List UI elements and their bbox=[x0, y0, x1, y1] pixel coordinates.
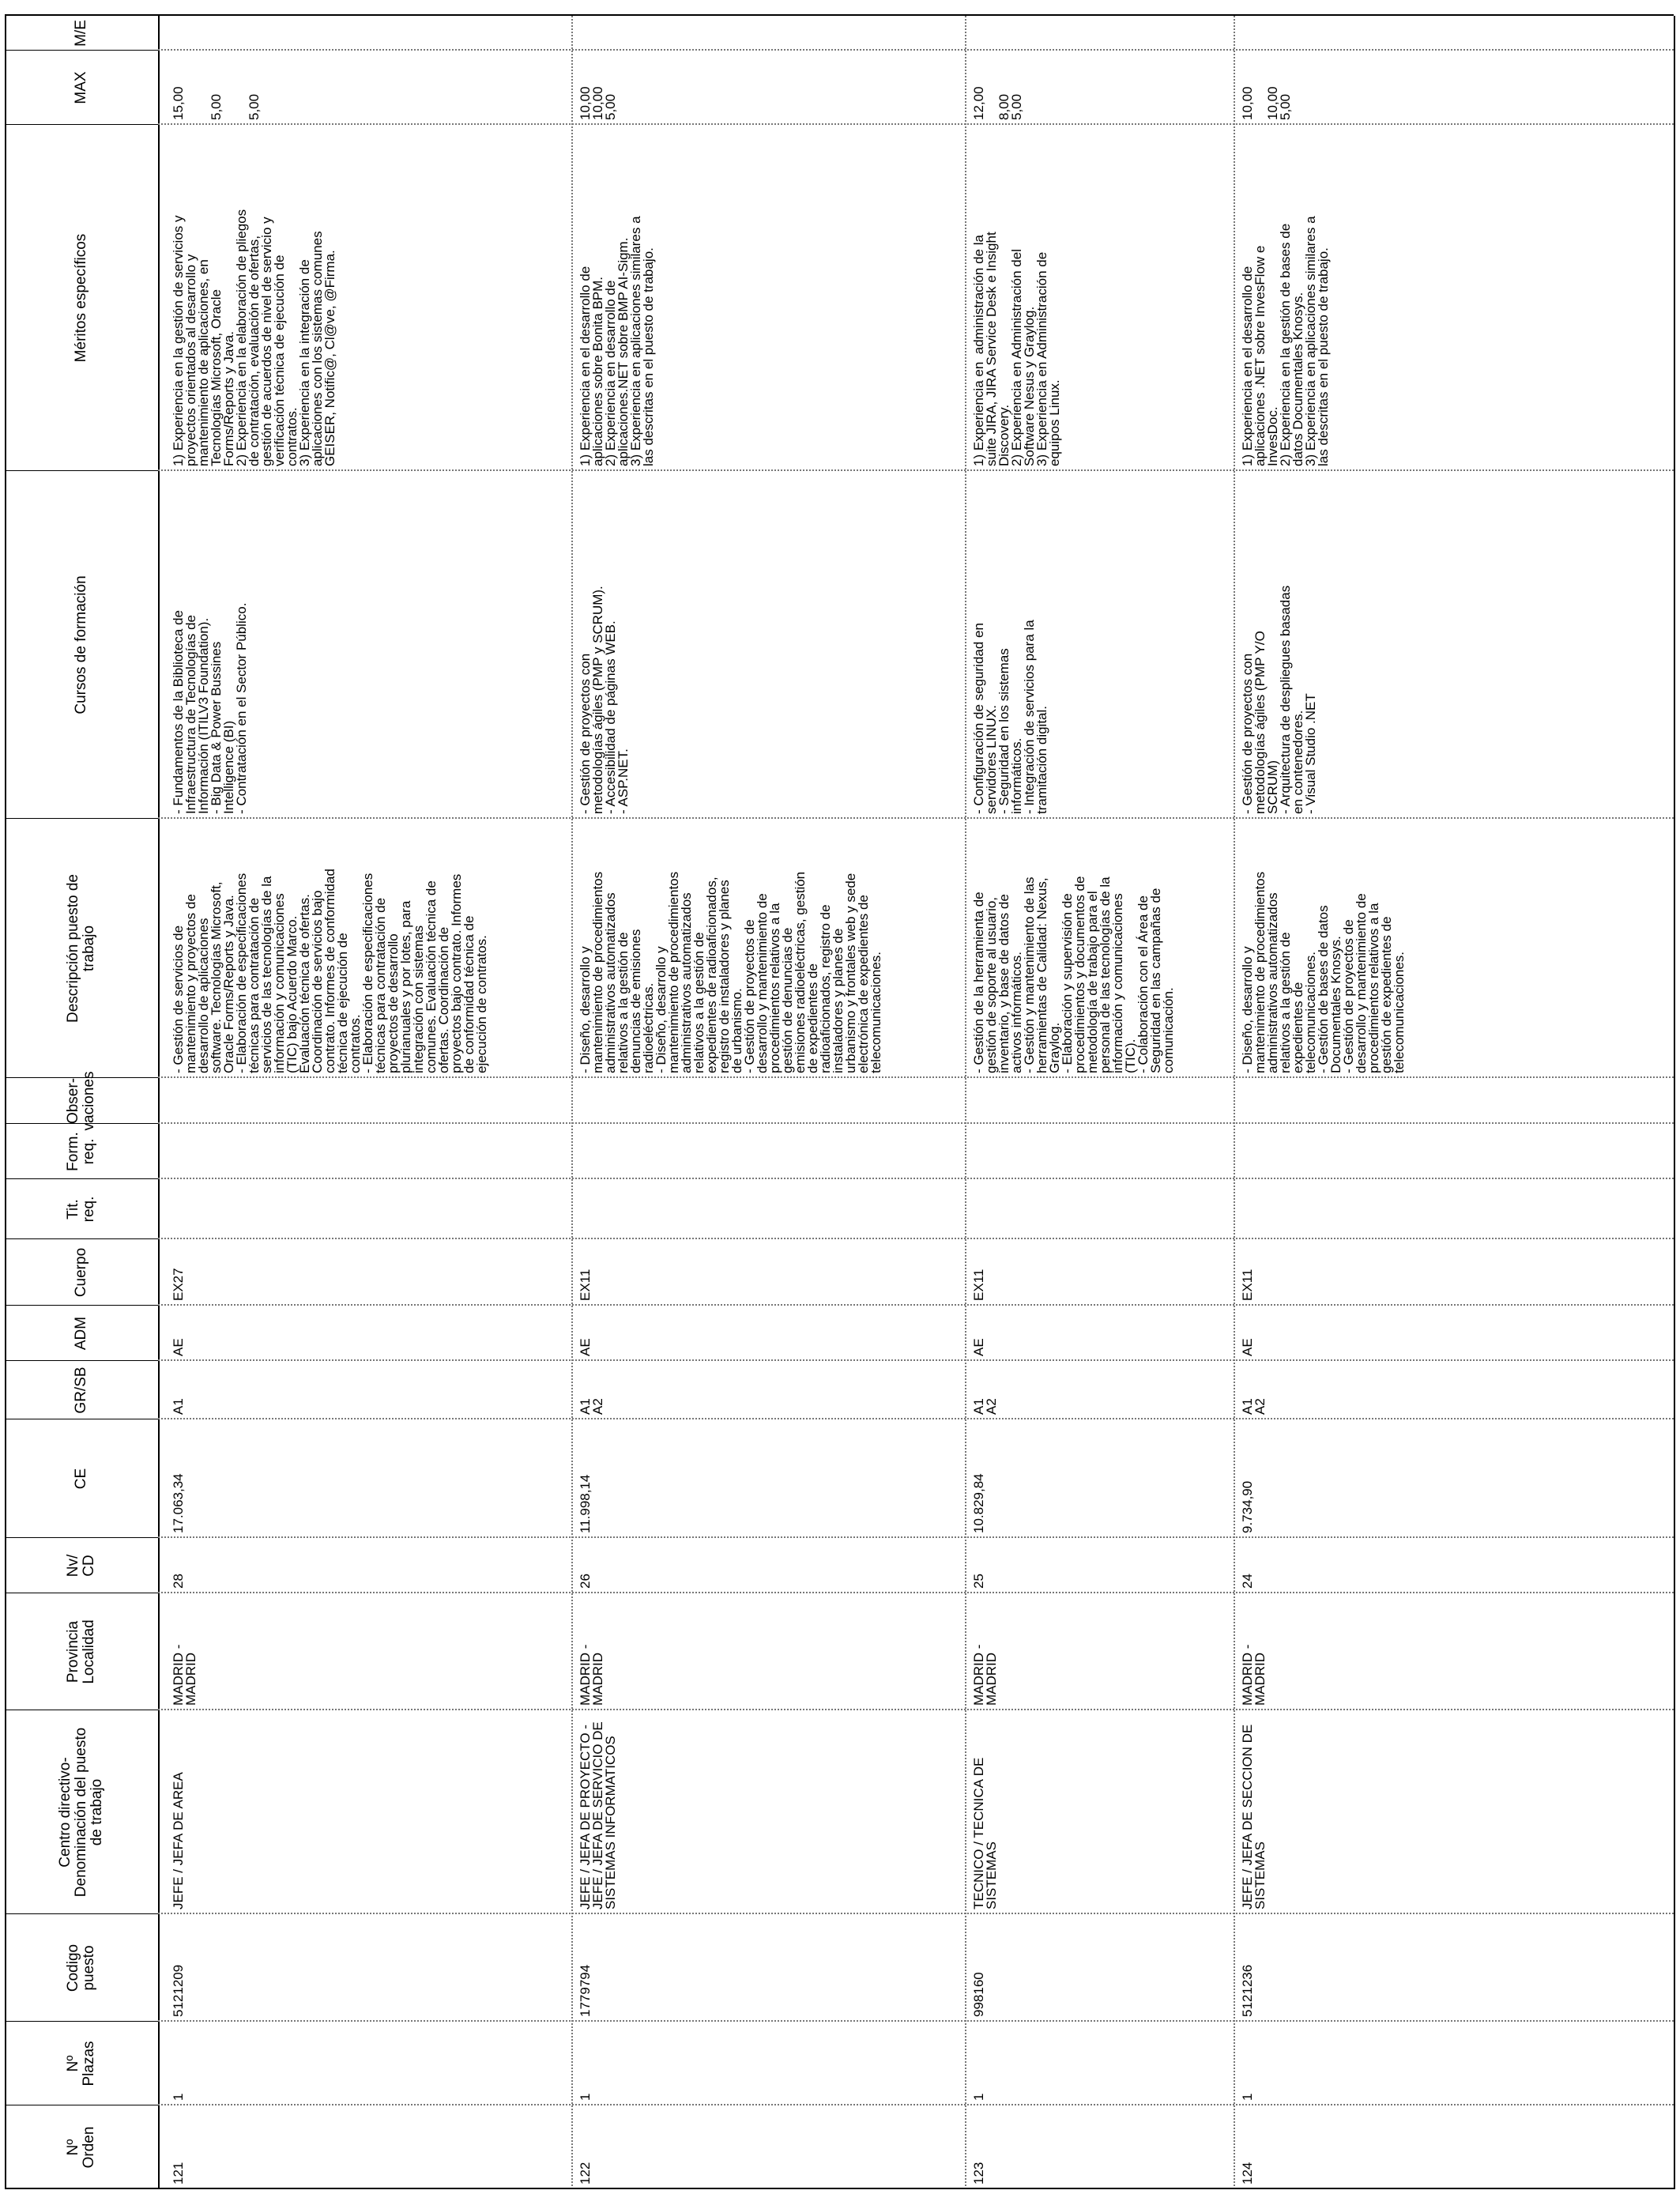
header-centro: Centro directivo- Denominación del puesto de trabajo bbox=[57, 1727, 105, 1898]
cell-cuerpo: EX11 bbox=[971, 1269, 986, 1301]
cell-provincia: MADRID - MADRID bbox=[1240, 1644, 1268, 1706]
cell-centro: TECNICO / TECNICA DE SISTEMAS bbox=[971, 1757, 999, 1909]
body-column-divider bbox=[158, 1592, 1674, 1593]
body-column-divider bbox=[158, 1418, 1674, 1419]
header-titulacion: Tit. req. bbox=[65, 1196, 97, 1223]
cell-meritos: 1) Experiencia en el desarrollo de aplicaciones sobre Bonita BPM. 2) Experiencia en desarrollo de aplicaciones.NET sobre BMP AI-Sigm. 3) Experiencia en aplicaciones similares a las descritas en el puesto de trabajo. bbox=[578, 216, 656, 466]
header-column-divider bbox=[5, 1123, 158, 1124]
cell-centro: JEFE / JEFA DE PROYECTO - JEFE / JEFA DE SERVICIO DE SISTEMAS INFORMATICOS bbox=[578, 1721, 618, 1909]
cell-plazas: 1 bbox=[971, 2093, 986, 2101]
cell-plazas: 1 bbox=[1240, 2093, 1255, 2101]
header-ce: CE bbox=[73, 1468, 89, 1490]
cell-grupo: A1 A2 bbox=[578, 1398, 605, 1415]
body-column-divider bbox=[158, 2020, 1674, 2022]
cell-cursos: - Gestión de proyectos con metodologías ágiles (PMP Y/O SCRUM) - Arquitectura de despliegues basadas en contenedores. - Visual Studio .NET bbox=[1240, 585, 1318, 814]
cell-grupo: A1 bbox=[171, 1398, 186, 1415]
body-column-divider bbox=[158, 1913, 1674, 1914]
cell-cursos: - Gestión de proyectos con metodologías ágiles (PMP y SCRUM). - Accesibilidad de páginas WEB. - ASP.NET. bbox=[578, 586, 631, 814]
body-column-divider bbox=[158, 469, 1674, 471]
cell-meritos: 1) Experiencia en el desarrollo de aplicaciones .NET sobre InvesFlow e InvesDoc. 2) Experiencia en la gestión de bases de datos Documentales Knosys. 3) Experiencia en aplicaciones similares a las descritas en el puesto de trabajo. bbox=[1240, 216, 1331, 466]
header-column-divider bbox=[5, 2021, 158, 2022]
body-column-divider bbox=[158, 1076, 1674, 1078]
header-column-divider bbox=[5, 1238, 158, 1239]
header-nivel: Nv/ CD bbox=[65, 1554, 97, 1578]
header-column-divider bbox=[5, 124, 158, 125]
body-column-divider bbox=[158, 1536, 1674, 1538]
cell-descripcion: - Diseño, desarrollo y mantenimiento de procedimientos administrativos automatizados relativos a la gestión de expedientes de telecomunicaciones. - Gestión de bases de datos Documentales Knosys. - Gestión de proyectos de desarrollo y mantenimiento de procedimientos relativos a la gestión de expedientes de telecomunicaciones. bbox=[1240, 871, 1407, 1073]
cell-cuerpo: EX11 bbox=[1240, 1269, 1255, 1301]
cell-orden: 124 bbox=[1240, 2162, 1255, 2185]
row-separator bbox=[571, 16, 573, 2189]
cell-adm: AE bbox=[1240, 1338, 1255, 1356]
header-orden: Nº Orden bbox=[65, 2126, 97, 2169]
cell-nivel: 24 bbox=[1240, 1574, 1255, 1589]
header-column-divider bbox=[5, 50, 158, 51]
cell-provincia: MADRID - MADRID bbox=[971, 1644, 999, 1706]
cell-provincia: MADRID - MADRID bbox=[171, 1644, 198, 1706]
header-meritos: Méritos específicos bbox=[73, 233, 89, 363]
body-column-divider bbox=[158, 1178, 1674, 1179]
row-separator bbox=[965, 16, 966, 2189]
header-bottom-border bbox=[158, 16, 160, 2189]
cell-orden: 122 bbox=[578, 2162, 593, 2185]
cell-adm: AE bbox=[971, 1338, 986, 1356]
cell-max-value: 5,00 bbox=[247, 93, 262, 120]
cell-descripcion: - Diseño, desarrollo y mantenimiento de procedimientos administrativos automatizados relativos a la gestión de denuncias de emisiones radioeléctricas. - Diseño, desarrollo y mantenimiento de procedimientos administrativos automatizados relativos a la gestión de expedientes de radioaficionados, registro de instaladores y planes de urbanismo. - Gestión de proyectos de desarrollo y mantenimiento de procedimientos relativos a la gestión de denuncias de emisiones radioeléctricas, gestión de expedientes de radioaficionados, registro de instaladores y planes de urbanismo y frontales web y sede electrónica de expedientes de telecomunicaciones. bbox=[578, 871, 883, 1073]
cell-plazas: 1 bbox=[578, 2093, 593, 2101]
body-column-divider bbox=[158, 817, 1674, 819]
cell-codigo: 998160 bbox=[971, 1972, 986, 2017]
cell-nivel: 25 bbox=[971, 1574, 986, 1589]
body-column-divider bbox=[158, 1709, 1674, 1710]
cell-meritos: 1) Experiencia en la gestión de servicios y proyectos orientados al desarrollo y mantenimiento de aplicaciones, en Tecnologías Microsoft, Oracle Forms/Reports y Java. 2) Experiencia en la elaboración de pliegos de contratación, evaluación de ofertas, gestión de acuerdos de nivel de servicio y verificación técnica de ejecución de contratos. 3) Experiencia en la integración de aplicaciones con los sistemas comunes GEISER, Notific@, Cl@ve, @Firma. bbox=[171, 209, 337, 466]
cell-plazas: 1 bbox=[171, 2093, 186, 2101]
header-codigo: Codigo puesto bbox=[65, 1943, 97, 1992]
header-column-divider bbox=[5, 818, 158, 819]
cell-max-value: 12,00 bbox=[971, 86, 986, 120]
row-separator bbox=[1234, 16, 1235, 2189]
cell-orden: 121 bbox=[171, 2162, 186, 2185]
cell-grupo: A1 A2 bbox=[1240, 1398, 1268, 1415]
cell-ce: 10.829,84 bbox=[971, 1473, 986, 1533]
header-cursos: Cursos de formación bbox=[73, 575, 89, 714]
cell-centro: JEFE / JEFA DE SECCION DE SISTEMAS bbox=[1240, 1724, 1268, 1909]
cell-codigo: 1779794 bbox=[578, 1964, 593, 2017]
table-top-border bbox=[5, 16, 6, 2189]
cell-max-value: 5,00 bbox=[1009, 93, 1024, 120]
cell-cursos: - Configuración de seguridad en servidores LINUX. - Seguridad en los sistemas informáticos. - Integración de servicios para la tramitación digital. bbox=[971, 620, 1049, 814]
cell-max-value: 5,00 bbox=[603, 93, 618, 120]
body-column-divider bbox=[158, 49, 1674, 51]
cell-codigo: 5121236 bbox=[1240, 1964, 1255, 2017]
body-column-divider bbox=[158, 1359, 1674, 1361]
cell-grupo: A1 A2 bbox=[971, 1398, 999, 1415]
cell-max-value: 5,00 bbox=[209, 93, 224, 120]
body-column-divider bbox=[158, 1238, 1674, 1239]
header-column-divider bbox=[5, 1537, 158, 1538]
cell-provincia: MADRID - MADRID bbox=[578, 1644, 605, 1706]
header-column-divider bbox=[5, 1077, 158, 1078]
cell-max-value: 10,00 bbox=[590, 86, 605, 120]
header-column-divider bbox=[5, 1305, 158, 1306]
cell-max-value: 10,00 bbox=[1265, 86, 1280, 120]
header-grupo: GR/SB bbox=[73, 1367, 89, 1414]
header-column-divider bbox=[5, 1360, 158, 1361]
cell-cursos: - Fundamentos de la Biblioteca de Infraestructura de Tecnologías de Información (ITILV3 Foundation). - Big Data & Power Bussines Intelligence (BI) - Contratación en el Sector Público. bbox=[171, 602, 249, 814]
cell-max-value: 10,00 bbox=[1240, 86, 1255, 120]
cell-descripcion: - Gestión de servicios de mantenimiento y proyectos de desarrollo de aplicaciones software. Tecnologías Microsoft, Oracle Forms/Reports y Java. - Elaboración de especificaciones técnicas para contratación de servicios de las tecnologías de la información y comunicaciones (TIC) bajo Acuerdo Marco. Evaluación técnica de ofertas. Coordinación de servicios bajo contrato. Informes de conformidad técnica de ejecución de contratos. - Elaboración de especificaciones técnicas para contratación de proyectos de desarrollo plurianuales y por lotes, para integración con sistemas comunes. Evaluación técnica de ofertas. Coordinación de proyectos bajo contrato. Informes de conformidad técnica de ejecución de contratos. bbox=[171, 869, 489, 1073]
header-me: M/E bbox=[73, 20, 89, 47]
header-column-divider bbox=[5, 470, 158, 471]
cell-ce: 9.734,90 bbox=[1240, 1480, 1255, 1533]
cell-centro: JEFE / JEFA DE AREA bbox=[171, 1772, 186, 1909]
body-column-divider bbox=[158, 123, 1674, 125]
cell-ce: 17.063,34 bbox=[171, 1473, 186, 1533]
table-left-border bbox=[5, 2188, 1674, 2189]
header-descripcion: Descripción puesto de trabajo bbox=[65, 874, 97, 1023]
header-observaciones: Obser- vaciones bbox=[65, 1071, 97, 1131]
cell-orden: 123 bbox=[971, 2162, 986, 2185]
cell-ce: 11.998,14 bbox=[578, 1474, 593, 1533]
header-adm: ADM bbox=[73, 1316, 89, 1351]
header-max: MAX bbox=[73, 71, 89, 104]
cell-adm: AE bbox=[171, 1338, 186, 1356]
cell-descripcion: - Gestión de la herramienta de gestión de soporte al usuario, inventario, y base de datos de activos informáticos. - Gestión y mantenimiento de las herramientas de Calidad: Nexus, Graylog. - Elaboración y supervisión de procedimientos y documentos de metodología de trabajo para el personal de las tecnologías de la información y comunicaciones (TIC). - Colaboración con el Área de Seguridad en las campañas de comunicación. bbox=[971, 876, 1176, 1073]
body-column-divider bbox=[158, 1304, 1674, 1306]
cell-max-value: 5,00 bbox=[1278, 93, 1293, 120]
cell-cuerpo: EX27 bbox=[171, 1268, 186, 1301]
cell-adm: AE bbox=[578, 1338, 593, 1356]
body-column-divider bbox=[158, 1122, 1674, 1124]
cell-codigo: 5121209 bbox=[171, 1964, 186, 2017]
header-formacion: Form. req. bbox=[65, 1132, 97, 1171]
cell-nivel: 26 bbox=[578, 1574, 593, 1589]
header-plazas: Nº Plazas bbox=[65, 2041, 97, 2087]
table-bottom-border bbox=[1674, 16, 1675, 2189]
cell-meritos: 1) Experiencia en administración de la suite JIRA, JIRA Service Desk e Insight Discovery. 2) Experiencia en Administración del Software Nesus y Graylog. 3) Experiencia en Administración de equipos Linux. bbox=[971, 232, 1062, 466]
header-column-divider bbox=[5, 1178, 158, 1179]
header-provincia: Provincia Localidad bbox=[65, 1619, 97, 1684]
cell-cuerpo: EX11 bbox=[578, 1269, 593, 1301]
cell-nivel: 28 bbox=[171, 1574, 186, 1589]
cell-max-value: 10,00 bbox=[578, 86, 593, 120]
cell-max-value: 15,00 bbox=[171, 86, 186, 120]
header-column-divider bbox=[5, 1913, 158, 1914]
header-cuerpo: Cuerpo bbox=[73, 1247, 89, 1298]
table-right-border bbox=[5, 14, 1674, 16]
cell-max-value: 8,00 bbox=[996, 93, 1011, 120]
body-column-divider bbox=[158, 2104, 1674, 2105]
